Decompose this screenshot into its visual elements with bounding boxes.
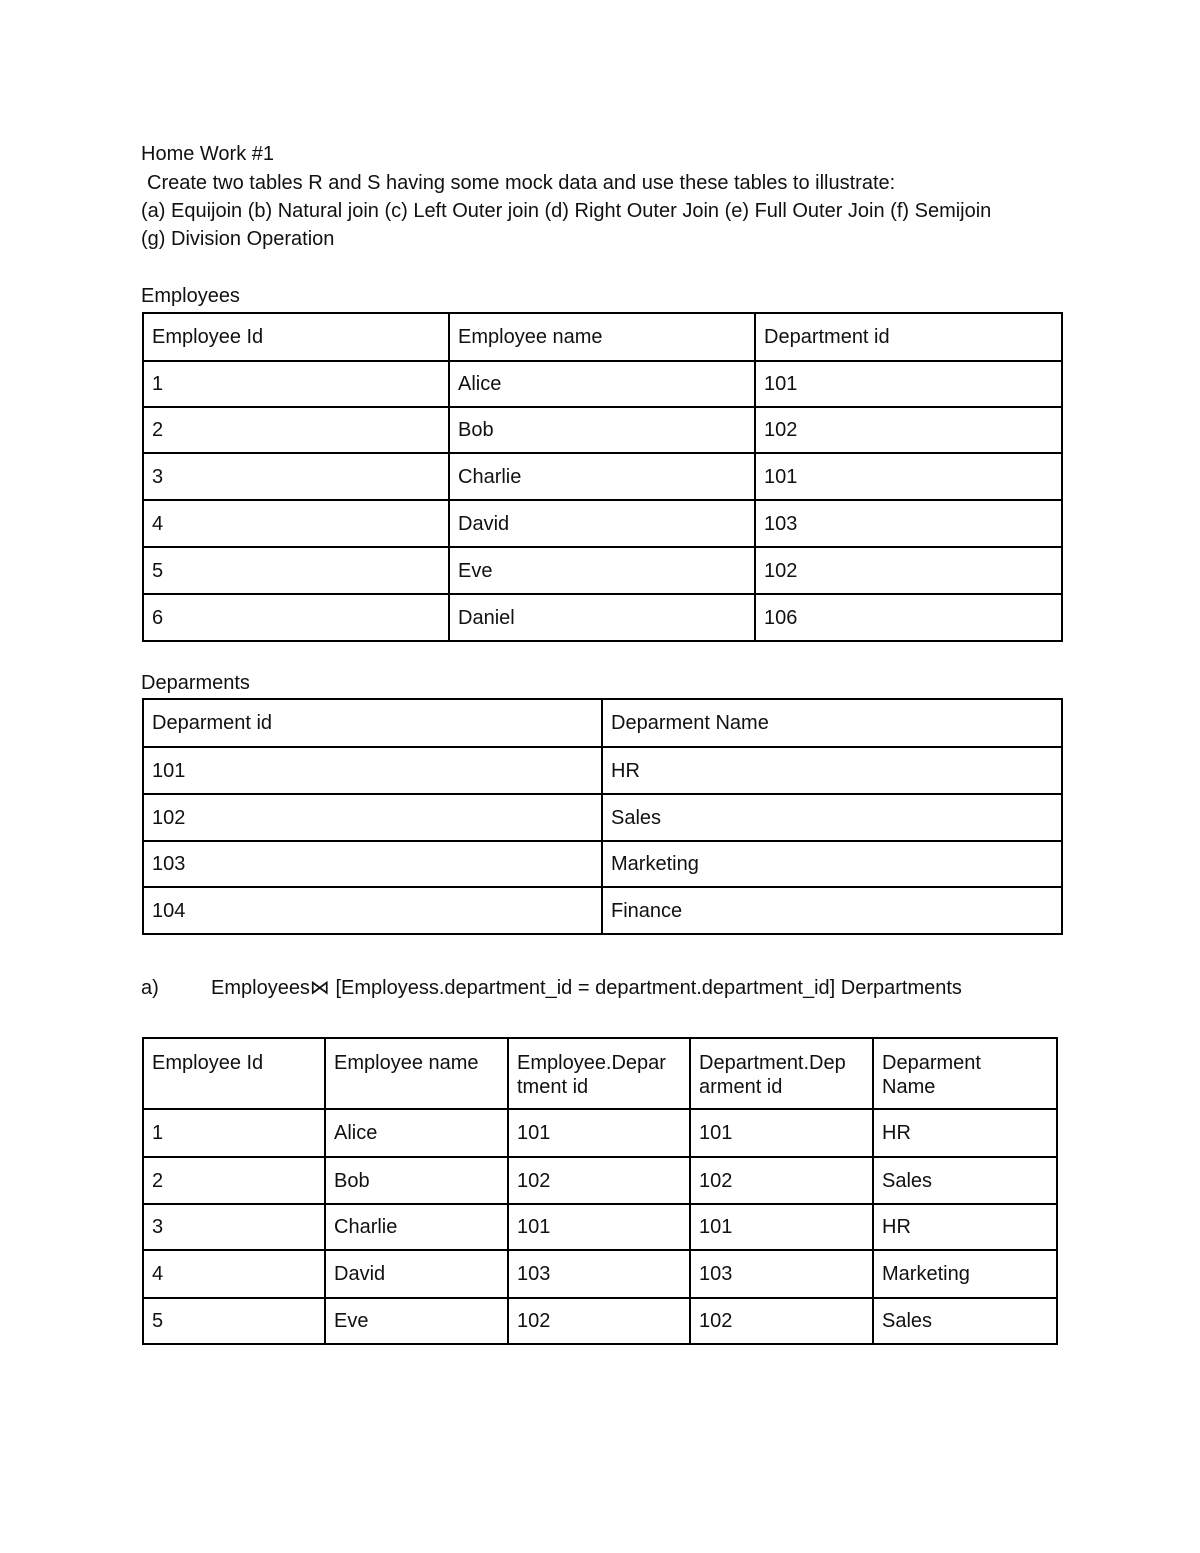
table-header-cell: Employee Id bbox=[143, 1038, 325, 1109]
table-cell: HR bbox=[873, 1109, 1057, 1157]
table-cell: HR bbox=[602, 747, 1062, 794]
operations-list-line-1: (a) Equijoin (b) Natural join (c) Left Outer join (d) Right Outer Join (e) Full Outer Join (f) Semijoin bbox=[141, 200, 992, 222]
equijoin-table bbox=[142, 1037, 1058, 1345]
table-header-row bbox=[143, 313, 1062, 361]
table-cell: David bbox=[325, 1250, 508, 1298]
departments-caption: Deparments bbox=[141, 672, 250, 694]
table-cell: 101 bbox=[143, 747, 602, 794]
table-cell: 3 bbox=[143, 1204, 325, 1250]
table-cell: 6 bbox=[143, 594, 449, 641]
table-cell: Eve bbox=[325, 1298, 508, 1344]
operations-list-line-2: (g) Division Operation bbox=[141, 228, 335, 250]
table-cell: 103 bbox=[755, 500, 1062, 547]
table-row bbox=[143, 1109, 1057, 1157]
table-header-cell: Deparment Name bbox=[873, 1038, 1057, 1109]
table-cell: Charlie bbox=[325, 1204, 508, 1250]
table-cell: 103 bbox=[690, 1250, 873, 1298]
table-row bbox=[143, 1250, 1057, 1298]
table-cell: Bob bbox=[325, 1157, 508, 1204]
table-row bbox=[143, 1298, 1057, 1344]
table-cell: Sales bbox=[602, 794, 1062, 841]
table-row bbox=[143, 1157, 1057, 1204]
table-header-cell: Department id bbox=[755, 313, 1062, 361]
table-header-cell: Employee.Depar tment id bbox=[508, 1038, 690, 1109]
table-cell: 5 bbox=[143, 547, 449, 594]
table-cell: Daniel bbox=[449, 594, 755, 641]
table-cell: 104 bbox=[143, 887, 602, 934]
table-row bbox=[143, 453, 1062, 500]
table-cell: 102 bbox=[690, 1298, 873, 1344]
table-cell: 102 bbox=[143, 794, 602, 841]
table-cell: 106 bbox=[755, 594, 1062, 641]
table-row bbox=[143, 547, 1062, 594]
table-row bbox=[143, 887, 1062, 934]
table-header-cell: Employee name bbox=[449, 313, 755, 361]
table-cell: 103 bbox=[143, 841, 602, 887]
departments-table bbox=[142, 698, 1063, 935]
table-header-cell: Deparment Name bbox=[602, 699, 1062, 747]
table-header-row bbox=[143, 699, 1062, 747]
table-cell: Eve bbox=[449, 547, 755, 594]
table-row bbox=[143, 500, 1062, 547]
table-cell: Alice bbox=[449, 361, 755, 407]
table-cell: 102 bbox=[755, 547, 1062, 594]
table-cell: 101 bbox=[690, 1109, 873, 1157]
table-cell: Finance bbox=[602, 887, 1062, 934]
table-header-cell: Employee name bbox=[325, 1038, 508, 1109]
table-cell: 1 bbox=[143, 1109, 325, 1157]
employees-caption: Employees bbox=[141, 285, 240, 307]
table-header-cell: Employee Id bbox=[143, 313, 449, 361]
table-cell: Sales bbox=[873, 1157, 1057, 1204]
employees-table bbox=[142, 312, 1063, 642]
table-cell: 102 bbox=[755, 407, 1062, 453]
table-row bbox=[143, 361, 1062, 407]
table-cell: 102 bbox=[508, 1157, 690, 1204]
table-header-cell: Department.Dep arment id bbox=[690, 1038, 873, 1109]
table-header-cell: Deparment id bbox=[143, 699, 602, 747]
table-row bbox=[143, 841, 1062, 887]
equijoin-expression: Employees⋈ [Employess.department_id = department.department_id] Derpartments bbox=[211, 977, 962, 999]
table-cell: 2 bbox=[143, 407, 449, 453]
instruction-text: Create two tables R and S having some mock data and use these tables to illustrate: bbox=[147, 172, 896, 194]
table-cell: 101 bbox=[690, 1204, 873, 1250]
equijoin-label: a) bbox=[141, 977, 159, 999]
table-cell: Sales bbox=[873, 1298, 1057, 1344]
table-row bbox=[143, 1204, 1057, 1250]
table-cell: 102 bbox=[508, 1298, 690, 1344]
table-cell: Bob bbox=[449, 407, 755, 453]
table-cell: 3 bbox=[143, 453, 449, 500]
table-row bbox=[143, 407, 1062, 453]
table-cell: 102 bbox=[690, 1157, 873, 1204]
table-cell: 101 bbox=[755, 361, 1062, 407]
table-cell: 1 bbox=[143, 361, 449, 407]
table-cell: Alice bbox=[325, 1109, 508, 1157]
table-cell: 101 bbox=[508, 1204, 690, 1250]
table-header-row bbox=[143, 1038, 1057, 1109]
table-cell: 4 bbox=[143, 1250, 325, 1298]
table-row bbox=[143, 747, 1062, 794]
table-cell: 5 bbox=[143, 1298, 325, 1344]
table-cell: 2 bbox=[143, 1157, 325, 1204]
table-cell: Marketing bbox=[873, 1250, 1057, 1298]
table-row bbox=[143, 794, 1062, 841]
table-cell: 103 bbox=[508, 1250, 690, 1298]
table-cell: Marketing bbox=[602, 841, 1062, 887]
table-cell: David bbox=[449, 500, 755, 547]
table-cell: Charlie bbox=[449, 453, 755, 500]
table-cell: 101 bbox=[508, 1109, 690, 1157]
table-cell: 4 bbox=[143, 500, 449, 547]
table-row bbox=[143, 594, 1062, 641]
page-title: Home Work #1 bbox=[141, 143, 275, 165]
table-cell: 101 bbox=[755, 453, 1062, 500]
table-cell: HR bbox=[873, 1204, 1057, 1250]
